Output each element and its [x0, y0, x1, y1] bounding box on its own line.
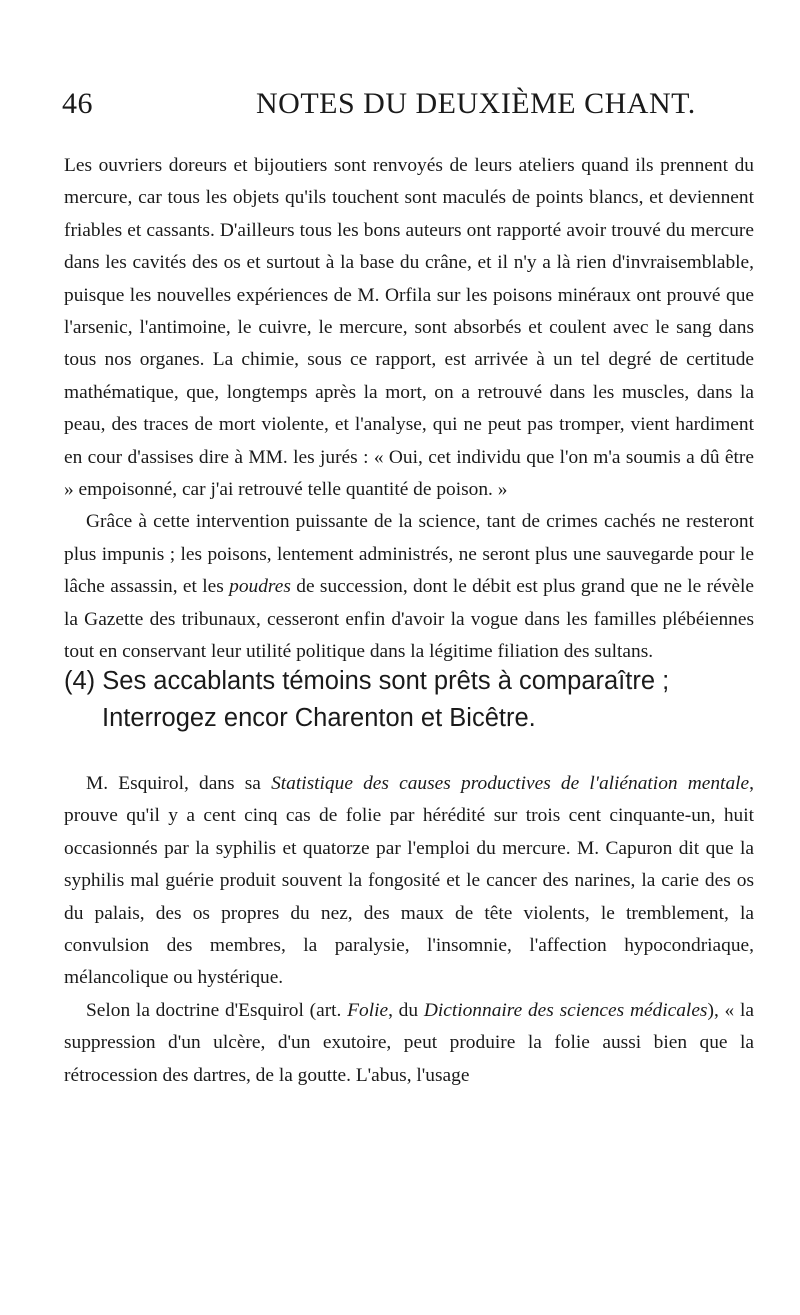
paragraph-1: Les ouvriers doreurs et bijoutiers sont renvoyés de leurs ateliers quand ils prennent du mercure, car tous les objets qu'ils touchent sont maculés de points blancs, et deviennent friables et cassants. D'ailleurs tous les bons auteurs ont rapporté avoir trouvé du mercure dans les cavités des os et surtout à la base du crâne, et il n'y a là rien d'invraisemblable, puisque les nouvelles expériences de M. Orfila sur les poisons minéraux ont prouvé que l'arsenic, l'antimoine, le cuivre, le mercure, sont absorbés et coulent avec le sang dans tous nos organes. La chimie, sous ce rapport, est arrivée à un tel degré de certitude mathématique, que, longtemps après la mort, on a retrouvé dans les muscles, dans la peau, des traces de mort violente, et l'analyse, qui ne peut pas tromper, vient hardiment en cour d'assises dire à MM. les jurés : « Oui, cet individu que l'on m'a soumis a dû être » empoisonné, car j'ai retrouvé telle quantité de poison. » — [64, 155, 754, 501]
paragraph-4 — [64, 995, 754, 1092]
paragraph-2-part-a: Grâce à cette intervention puissante de la science, tant de crimes cachés ne resteront plus impunis ; les poisons, lentement administrés, ne seront plus une sauvegarde pour le lâche assassin, et les — [64, 511, 754, 598]
paragraph-2-part-b: de succession, dont le débit est plus grand que ne le révèle la Gazette des tribunaux, cesseront enfin d'avoir la vogue dans les familles plébéiennes tout en conservant leur utilité politique dans la légitime filiation des sultans. — [64, 576, 754, 663]
paragraph-4-part-c: ), « la suppression d'un ulcère, d'un exutoire, peut produire la folie aussi bien que la rétrocession des dartres, de la goutte. L'abus, l'usage — [64, 999, 754, 1086]
paragraph-3-part-a: M. Esquirol, dans sa — [86, 773, 272, 794]
paragraph-3 — [64, 768, 754, 995]
verse-line-2: Interrogez encor Charenton et Bicêtre. — [102, 704, 536, 732]
paragraph-3-italic: Statistique des causes productives de l'aliénation mentale — [271, 773, 750, 794]
page-number: 46 — [62, 87, 93, 120]
paragraph-4-italic-1: Folie — [347, 999, 389, 1021]
paragraph-3-part-b: , prouve qu'il y a cent cinq cas de folie par hérédité sur trois cent cinquante-un, huit occasionnés par la syphilis et quatorze par l'emploi du mercure. M. Capuron dit que la syphilis mal guérie produit souvent la fongosité et le cancer des narines, la carie des os du palais, des os propres du nez, des maux de tête violents, le tremblement, la convulsion des membres, la paralysie, l'insomnie, l'affection hypocondriaque, mélancolique ou hystérique. — [64, 773, 754, 989]
body-text-lower — [64, 768, 754, 1092]
running-title: NOTES DU DEUXIÈME CHANT. — [256, 87, 696, 120]
paragraph-4-part-a: Selon la doctrine d'Esquirol (art. — [86, 999, 348, 1021]
paragraph-4-italic-2: Dictionnaire des sciences médicales — [423, 999, 708, 1021]
paragraph-2 — [64, 506, 754, 668]
verse-quotation — [64, 663, 754, 737]
verse-line-1: (4) Ses accablants témoins sont prêts à comparaître ; — [64, 667, 670, 695]
page-header — [62, 84, 762, 124]
paragraph-4-part-b: , du — [388, 999, 424, 1021]
paragraph-2-italic: poudres — [229, 576, 291, 598]
body-text-upper — [64, 150, 754, 669]
